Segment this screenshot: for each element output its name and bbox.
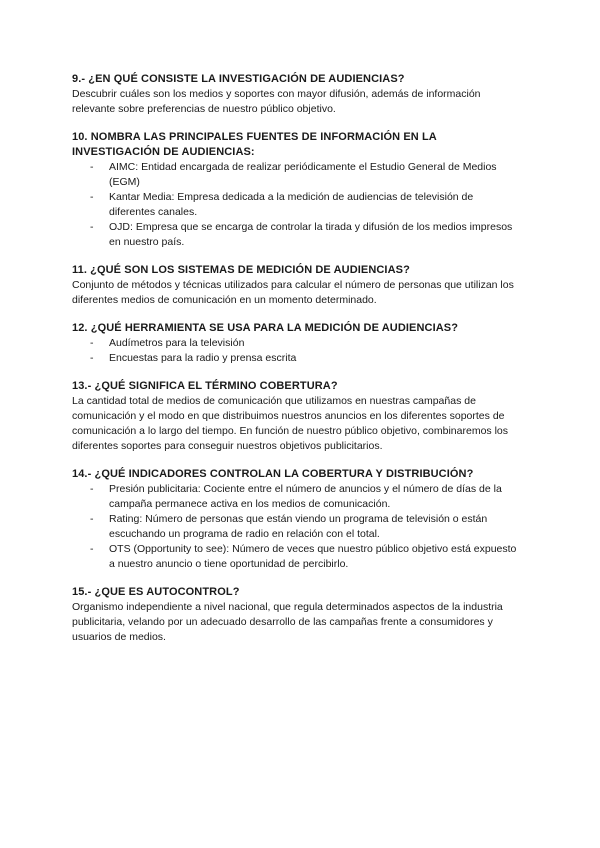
section-12 [72,321,520,366]
section-heading: 9.- ¿EN QUÉ CONSISTE LA INVESTIGACIÓN DE AUDIENCIAS? [72,73,405,85]
section-11 [72,263,520,308]
bullet-dash: - [90,483,94,495]
bullet-dash: - [90,543,94,555]
section-9 [72,72,520,117]
section-body: La cantidad total de medios de comunicación que utilizamos en nuestras campañas de comunicación y el modo en que distribuimos nuestros anuncios en los diferentes soportes de comunicación a lo largo del tiempo. En función de nuestro público objetivo, combinaremos los diferentes soportes para conseguir nuestros objetivos publicitarios. [72,395,508,452]
list-item [72,190,520,220]
list-item [72,482,520,512]
section-body: Descubrir cuáles son los medios y soportes con mayor difusión, además de información relevante sobre preferencias de nuestro público objetivo. [72,88,481,115]
section-heading: 14.- ¿QUÉ INDICADORES CONTROLAN LA COBERTURA Y DISTRIBUCIÓN? [72,468,474,480]
list-item [72,351,520,366]
list-item-text: AIMC: Entidad encargada de realizar periódicamente el Estudio General de Medios (EGM) [109,161,497,188]
list-item [72,220,520,250]
list-item-text: Encuestas para la radio y prensa escrita [109,352,297,364]
list-item-text: OTS (Opportunity to see): Número de veces que nuestro público objetivo está expuesto a nuestro anuncio o tiene oportunidad de percibirlo. [109,543,517,570]
list-item-text: OJD: Empresa que se encarga de controlar la tirada y difusión de los medios impresos en nuestro país. [109,221,513,248]
section-13 [72,379,520,454]
bullet-dash: - [90,161,94,173]
list-item-text: Kantar Media: Empresa dedicada a la medición de audiencias de televisión de diferentes canales. [109,191,474,218]
bullet-dash: - [90,513,94,525]
list-item [72,512,520,542]
bullet-list [72,482,520,572]
bullet-dash: - [90,352,94,364]
section-heading: 12. ¿QUÉ HERRAMIENTA SE USA PARA LA MEDICIÓN DE AUDIENCIAS? [72,322,459,334]
list-item-text: Audímetros para la televisión [109,337,245,349]
bullet-list [72,336,520,366]
section-body: Organismo independiente a nivel nacional, que regula determinados aspectos de la industria publicitaria, velando por un adecuado desarrollo de las campañas frente a consumidores y usuarios de medios. [72,601,503,643]
bullet-dash: - [90,337,94,349]
section-body: Conjunto de métodos y técnicas utilizados para calcular el número de personas que utilizan los diferentes medios de comunicación en un momento determinado. [72,279,514,306]
section-14 [72,467,520,572]
section-heading: 13.- ¿QUÉ SIGNIFICA EL TÉRMINO COBERTURA? [72,380,338,392]
list-item-text: Presión publicitaria: Cociente entre el número de anuncios y el número de días de la campaña permanece activa en los medios de comunicación. [109,483,502,510]
section-heading: 10. NOMBRA LAS PRINCIPALES FUENTES DE INFORMACIÓN EN LA INVESTIGACIÓN DE AUDIENCIAS: [72,131,437,158]
bullet-dash: - [90,221,94,233]
section-10 [72,130,520,250]
list-item [72,160,520,190]
list-item-text: Rating: Número de personas que están viendo un programa de televisión o están escuchando un programa de radio en relación con el total. [109,513,488,540]
list-item [72,542,520,572]
section-heading: 11. ¿QUÉ SON LOS SISTEMAS DE MEDICIÓN DE AUDIENCIAS? [72,264,410,276]
section-15 [72,585,520,645]
section-heading: 15.- ¿QUE ES AUTOCONTROL? [72,586,240,598]
bullet-dash: - [90,191,94,203]
list-item [72,336,520,351]
bullet-list [72,160,520,250]
